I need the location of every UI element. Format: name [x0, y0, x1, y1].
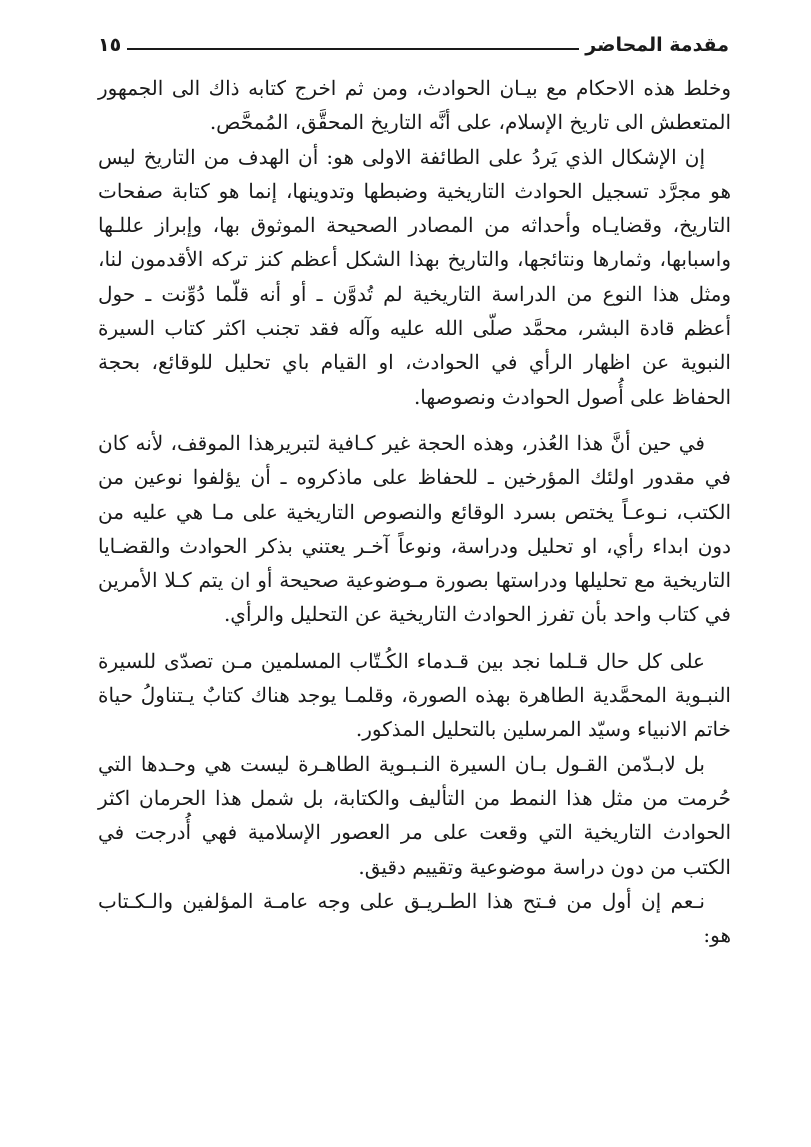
paragraph-excuse-rebuttal: في حين أنَّ هذا العُذر، وهذه الحجة غير كـافية لتبريرهذا الموقف، لأنه كان في مقدور اولئك المؤرخين ـ للحفاظ على ماذكروه ـ أن يؤلفوا نوعين من الكتب، نـوعـاً يختص بسرد الوقائع والنصوص التاريخية على مـا هي عليه من دون ابداء رأي، او تحليل ودراسة، ونوعاً آخـر يعتني بذكر الحوادث والقضـايا التاريخية مع تحليلها ودراستها بصورة مـوضوعية صحيحة أو ان يتم كـلا الأمرين في كتاب واحد بأن تفرز الحوادث التاريخية عن التحليل والرأي. [98, 430, 731, 627]
header-rule [127, 48, 579, 50]
paragraph-early-writers: على كل حال قـلما نجد بين قـدماء الكُـتّاب المسلمين مـن تصدّى للسيرة النبـوية المحمَّدية الطاهرة بهذه الصورة، وقلمـا يوجد هناك كتابٌ يـتناولُ حياة خاتم الانبياء وسيّد المرسلين بالتحليل المذكور. [98, 648, 731, 742]
running-header [98, 30, 729, 56]
paragraph-first-to-open: نـعم إن أول من فـتح هذا الطـريـق على وجه عامـة المؤلفين والـكـتاب هو: [98, 888, 731, 948]
paragraph-continuation: وخلط هذه الاحكام مع بيـان الحوادث، ومن ثم اخرج كتابه ذاك الى الجمهور المتعطش الى تاريخ الإسلام، على أنَّه التاريخ المحقَّق، المُمحَّص. [98, 76, 731, 135]
running-header-title: مقدمة المحاضر [585, 34, 729, 56]
page-number: ١٥ [98, 34, 122, 56]
paragraph-first-group-problem: إن الإشكال الذي يَردُ على الطائفة الاولى هو: أن الهدف من التاريخ ليس هو مجرَّد تسجيل الحوادث التاريخية وضبطها وتدوينها، إنما هو كتابة صفحات التاريخ، وقضايـاه وأحداثه من المصادر الصحيحة الموثوق بها، وإبراز عللـها واسبابها، وثمارها ونتائجها، والتاريخ بهذا الشكل أعظم كنز تركه الأقدمون لنا، ومثل هذا النوع من الدراسة التاريخية لم تُدوَّن ـ أو أنه قلّما دُوِّنت ـ حول أعظم قادة البشر، محمَّد صلّى الله عليه وآله فقد تجنب اكثر كتاب السيرة النبوية عن اظهار الرأي في الحوادث، او القيام باي تحليل للوقائع، بحجة الحفاظ على أُصول الحوادث ونصوصها. [98, 144, 731, 409]
body-text [98, 71, 731, 952]
paragraph-deprivation: بل لابـدّمن القـول بـان السيرة النـبـوية الطاهـرة ليست هي وحـدها التي حُرمت من مثل هذا النمط من التأليف والكتابة، بل شمل هذا الحرمان اكثر الحوادث التاريخية التي وقعت على مر العصور الإسلامية فهي أُدرجت في الكتب من دون دراسة موضوعية وتقييم دقيق. [98, 751, 731, 879]
